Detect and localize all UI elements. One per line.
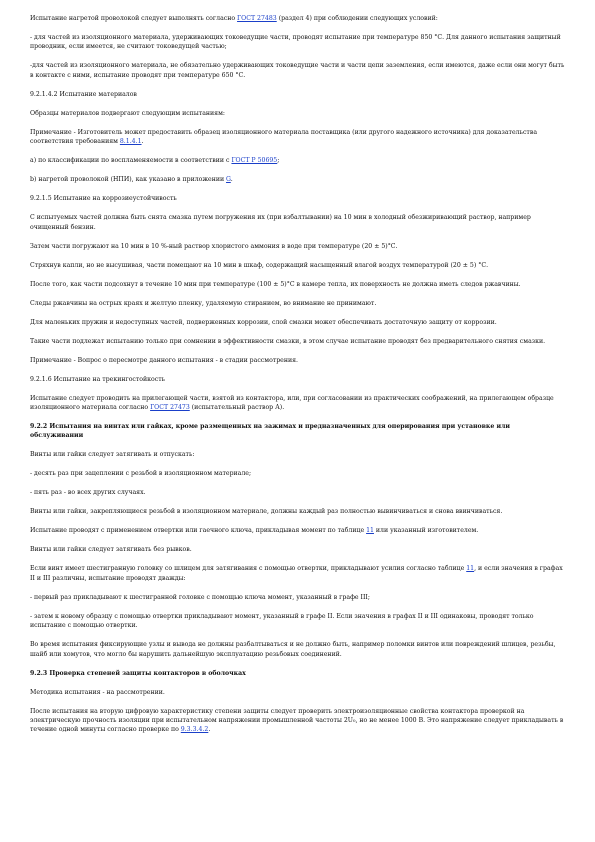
paragraph xyxy=(30,175,565,184)
paragraph-text: Винты или гайки, закрепляющиеся резьбой в изоляционном материале, должны каждый раз полностью вывинчиваться и снова ввинчиваться. xyxy=(30,508,503,516)
paragraph-text: Примечание - Вопрос о пересмотре данного испытания - в стадии рассмотрения. xyxy=(30,356,298,364)
reference-link[interactable]: ГОСТ Р 50695 xyxy=(231,157,278,165)
paragraph xyxy=(30,194,565,203)
paragraph xyxy=(30,469,565,478)
paragraph xyxy=(30,640,565,659)
paragraph xyxy=(30,242,565,251)
paragraph-text: . xyxy=(230,176,233,184)
paragraph xyxy=(30,488,565,497)
paragraph-text: 9.2.1.4.2 Испытание материалов xyxy=(30,90,137,98)
reference-link[interactable]: 11 xyxy=(366,527,374,535)
paragraph xyxy=(30,318,565,327)
paragraph-text: -для частей из изоляционного материала, не обязательно удерживающих токоведущие части и части цепи заземления, если имеются, даже если они могут быть в контакте с ними, испытание проводят при температуре 650 °С. xyxy=(30,62,565,79)
paragraph-text: , и если значения в графах II и III различны, испытание проводят дважды: xyxy=(30,565,563,582)
paragraph xyxy=(30,375,565,384)
section-heading xyxy=(30,669,565,678)
paragraph-text: - первый раз прикладывают к шестигранной головке с помощью ключа момент, указанный в графе III; xyxy=(30,593,370,601)
paragraph-text: . xyxy=(141,138,144,146)
paragraph xyxy=(30,128,565,147)
reference-link[interactable]: ГОСТ 27473 xyxy=(150,404,190,412)
document-page xyxy=(30,14,565,744)
paragraph-text: 9.2.2 Испытания на винтах или гайках, кроме размещенных на зажимах и предназначенных для оперирования при установке или обслуживании xyxy=(30,423,511,440)
paragraph xyxy=(30,156,565,165)
paragraph xyxy=(30,33,565,52)
paragraph xyxy=(30,14,565,23)
paragraph xyxy=(30,261,565,270)
paragraph xyxy=(30,213,565,232)
paragraph xyxy=(30,90,565,99)
paragraph xyxy=(30,280,565,289)
paragraph xyxy=(30,61,565,80)
reference-link[interactable]: 8.1.4.1 xyxy=(119,138,142,146)
paragraph-text: С испытуемых частей должна быть снята смазка путем погружения их (при взбалтывании) на 10 мин в холодный обезжиривающий раствор, например очищенный бензин. xyxy=(30,214,531,231)
reference-link[interactable]: 9.3.3.4.2 xyxy=(180,726,209,734)
paragraph xyxy=(30,545,565,554)
paragraph-text: Винты или гайки следует затягивать без рывков. xyxy=(30,546,192,554)
paragraph-text: Испытание нагретой проволокой следует выполнять согласно xyxy=(30,15,238,22)
paragraph-text: После того, как части подсохнут в течение 10 мин при температуре (100 ± 5)°С в камере тепла, их поверхность не должна иметь следов ржавчины. xyxy=(30,280,521,288)
paragraph xyxy=(30,109,565,118)
paragraph-text: b) нагретой проволокой (НПИ), как указано в приложении xyxy=(30,176,227,184)
paragraph-text: Испытание следует проводить на прилегающей части, взятой из контактора, или, при согласовании из практических соображений, на прилегающем образце изоляционного материала согласно xyxy=(30,394,554,412)
paragraph-text: Для маленьких пружин и недоступных частей, подверженных коррозии, слой смазки может обеспечивать достаточную защиту от коррозии. xyxy=(30,318,497,326)
paragraph-text: Методика испытания - на рассмотрении. xyxy=(30,688,165,696)
paragraph-text: (раздел 4) при соблюдении следующих условий: xyxy=(276,15,438,22)
paragraph-text: Образцы материалов подвергают следующим испытаниям: xyxy=(30,109,225,117)
paragraph-text: - пять раз - во всех других случаях. xyxy=(30,489,146,497)
paragraph xyxy=(30,507,565,516)
paragraph-text: Винты или гайки следует затягивать и отпускать: xyxy=(30,451,195,459)
paragraph-text: Примечание - Изготовитель может предоставить образец изоляционного материала поставщика (или другого надежного источника) для доказательства соответствия требованиям xyxy=(30,128,538,146)
paragraph-text: Стряхнув капли, но не высушивая, части помещают на 10 мин в шкаф, содержащий насыщенный влагой воздух температурой (20 ± 5) °С. xyxy=(30,261,489,269)
reference-link[interactable]: 11 xyxy=(466,565,475,573)
paragraph-text: - десять раз при зацеплении с резьбой в изоляционном материале; xyxy=(30,470,252,478)
paragraph xyxy=(30,688,565,697)
paragraph-text: . xyxy=(208,726,211,734)
paragraph xyxy=(30,593,565,602)
reference-link[interactable]: ГОСТ 27483 xyxy=(237,15,277,22)
paragraph xyxy=(30,564,565,583)
paragraph-text: Следы ржавчины на острых краях и желтую пленку, удаляемую стиранием, во внимание не принимают. xyxy=(30,299,377,307)
section-heading xyxy=(30,422,565,441)
paragraph-text: - для частей из изоляционного материала, удерживающих токоведущие части, проводят испытание при температуре 850 °С. Для данного испытания защитный проводник, если имеется, не считают токоведущей частью; xyxy=(30,34,561,51)
paragraph-text: ; xyxy=(277,157,280,165)
paragraph-text: - затем к новому образцу с помощью отвертки прикладывают момент, указанный в графе II. Если значения в графах II и III одинаковы, проводят только испытание с помощью отвертки. xyxy=(30,612,534,630)
paragraph-text: После испытания на вторую цифровую характеристику степени защиты следует проверить электроизоляционные свойства контактора проверкой на электрическую прочность изоляции при испытательном напряжении промышленной частоты 2U₀, но не менее 1000 В. Это напряжение следует прикладывать в течение одной минуты согласно проверке по xyxy=(30,707,564,734)
paragraph xyxy=(30,450,565,459)
paragraph-text: Такие части подлежат испытанию только при сомнении в эффективности смазки, в этом случае испытание проводят без предварительного снятия смазки. xyxy=(30,337,546,345)
paragraph xyxy=(30,612,565,631)
paragraph xyxy=(30,526,565,535)
paragraph-text: 9.2.1.5 Испытание на коррозиеустойчивость xyxy=(30,195,177,203)
paragraph xyxy=(30,356,565,365)
paragraph xyxy=(30,394,565,413)
paragraph-text: 9.2.3 Проверка степеней защиты контакторов в оболочках xyxy=(30,669,246,677)
reference-link[interactable]: G xyxy=(226,176,231,184)
paragraph xyxy=(30,299,565,308)
paragraph-text: Испытание проводят с применением отвертки или гаечного ключа, прикладывая момент по таблице xyxy=(30,527,367,535)
paragraph-text: или указанный изготовителем. xyxy=(373,527,479,535)
paragraph-text: а) по классификации по воспламеняемости в соответствии с xyxy=(30,157,232,165)
paragraph-text: 9.2.1.6 Испытание на трекингостойкость xyxy=(30,375,166,383)
paragraph-text: Во время испытания фиксирующие узлы и вывода не должны разбалтываться и не должно быть, например поломки винтов или повреждений шлицев, резьбы, шайб или хомутов, что могло бы нарушить дальнейшую эксплуатацию резьбовых соединений. xyxy=(30,641,556,658)
paragraph xyxy=(30,337,565,346)
paragraph-text: Если винт имеет шестигранную головку со шлицем для затягивания с помощью отвертки, прикладывают усилия согласно таблице xyxy=(30,565,467,573)
paragraph-text: Затем части погружают на 10 мин в 10 %-ный раствор хлористого аммония в воде при температуре (20 ± 5)°С. xyxy=(30,242,398,250)
paragraph-text: (испытательный раствор А). xyxy=(189,404,285,412)
paragraph xyxy=(30,707,565,735)
